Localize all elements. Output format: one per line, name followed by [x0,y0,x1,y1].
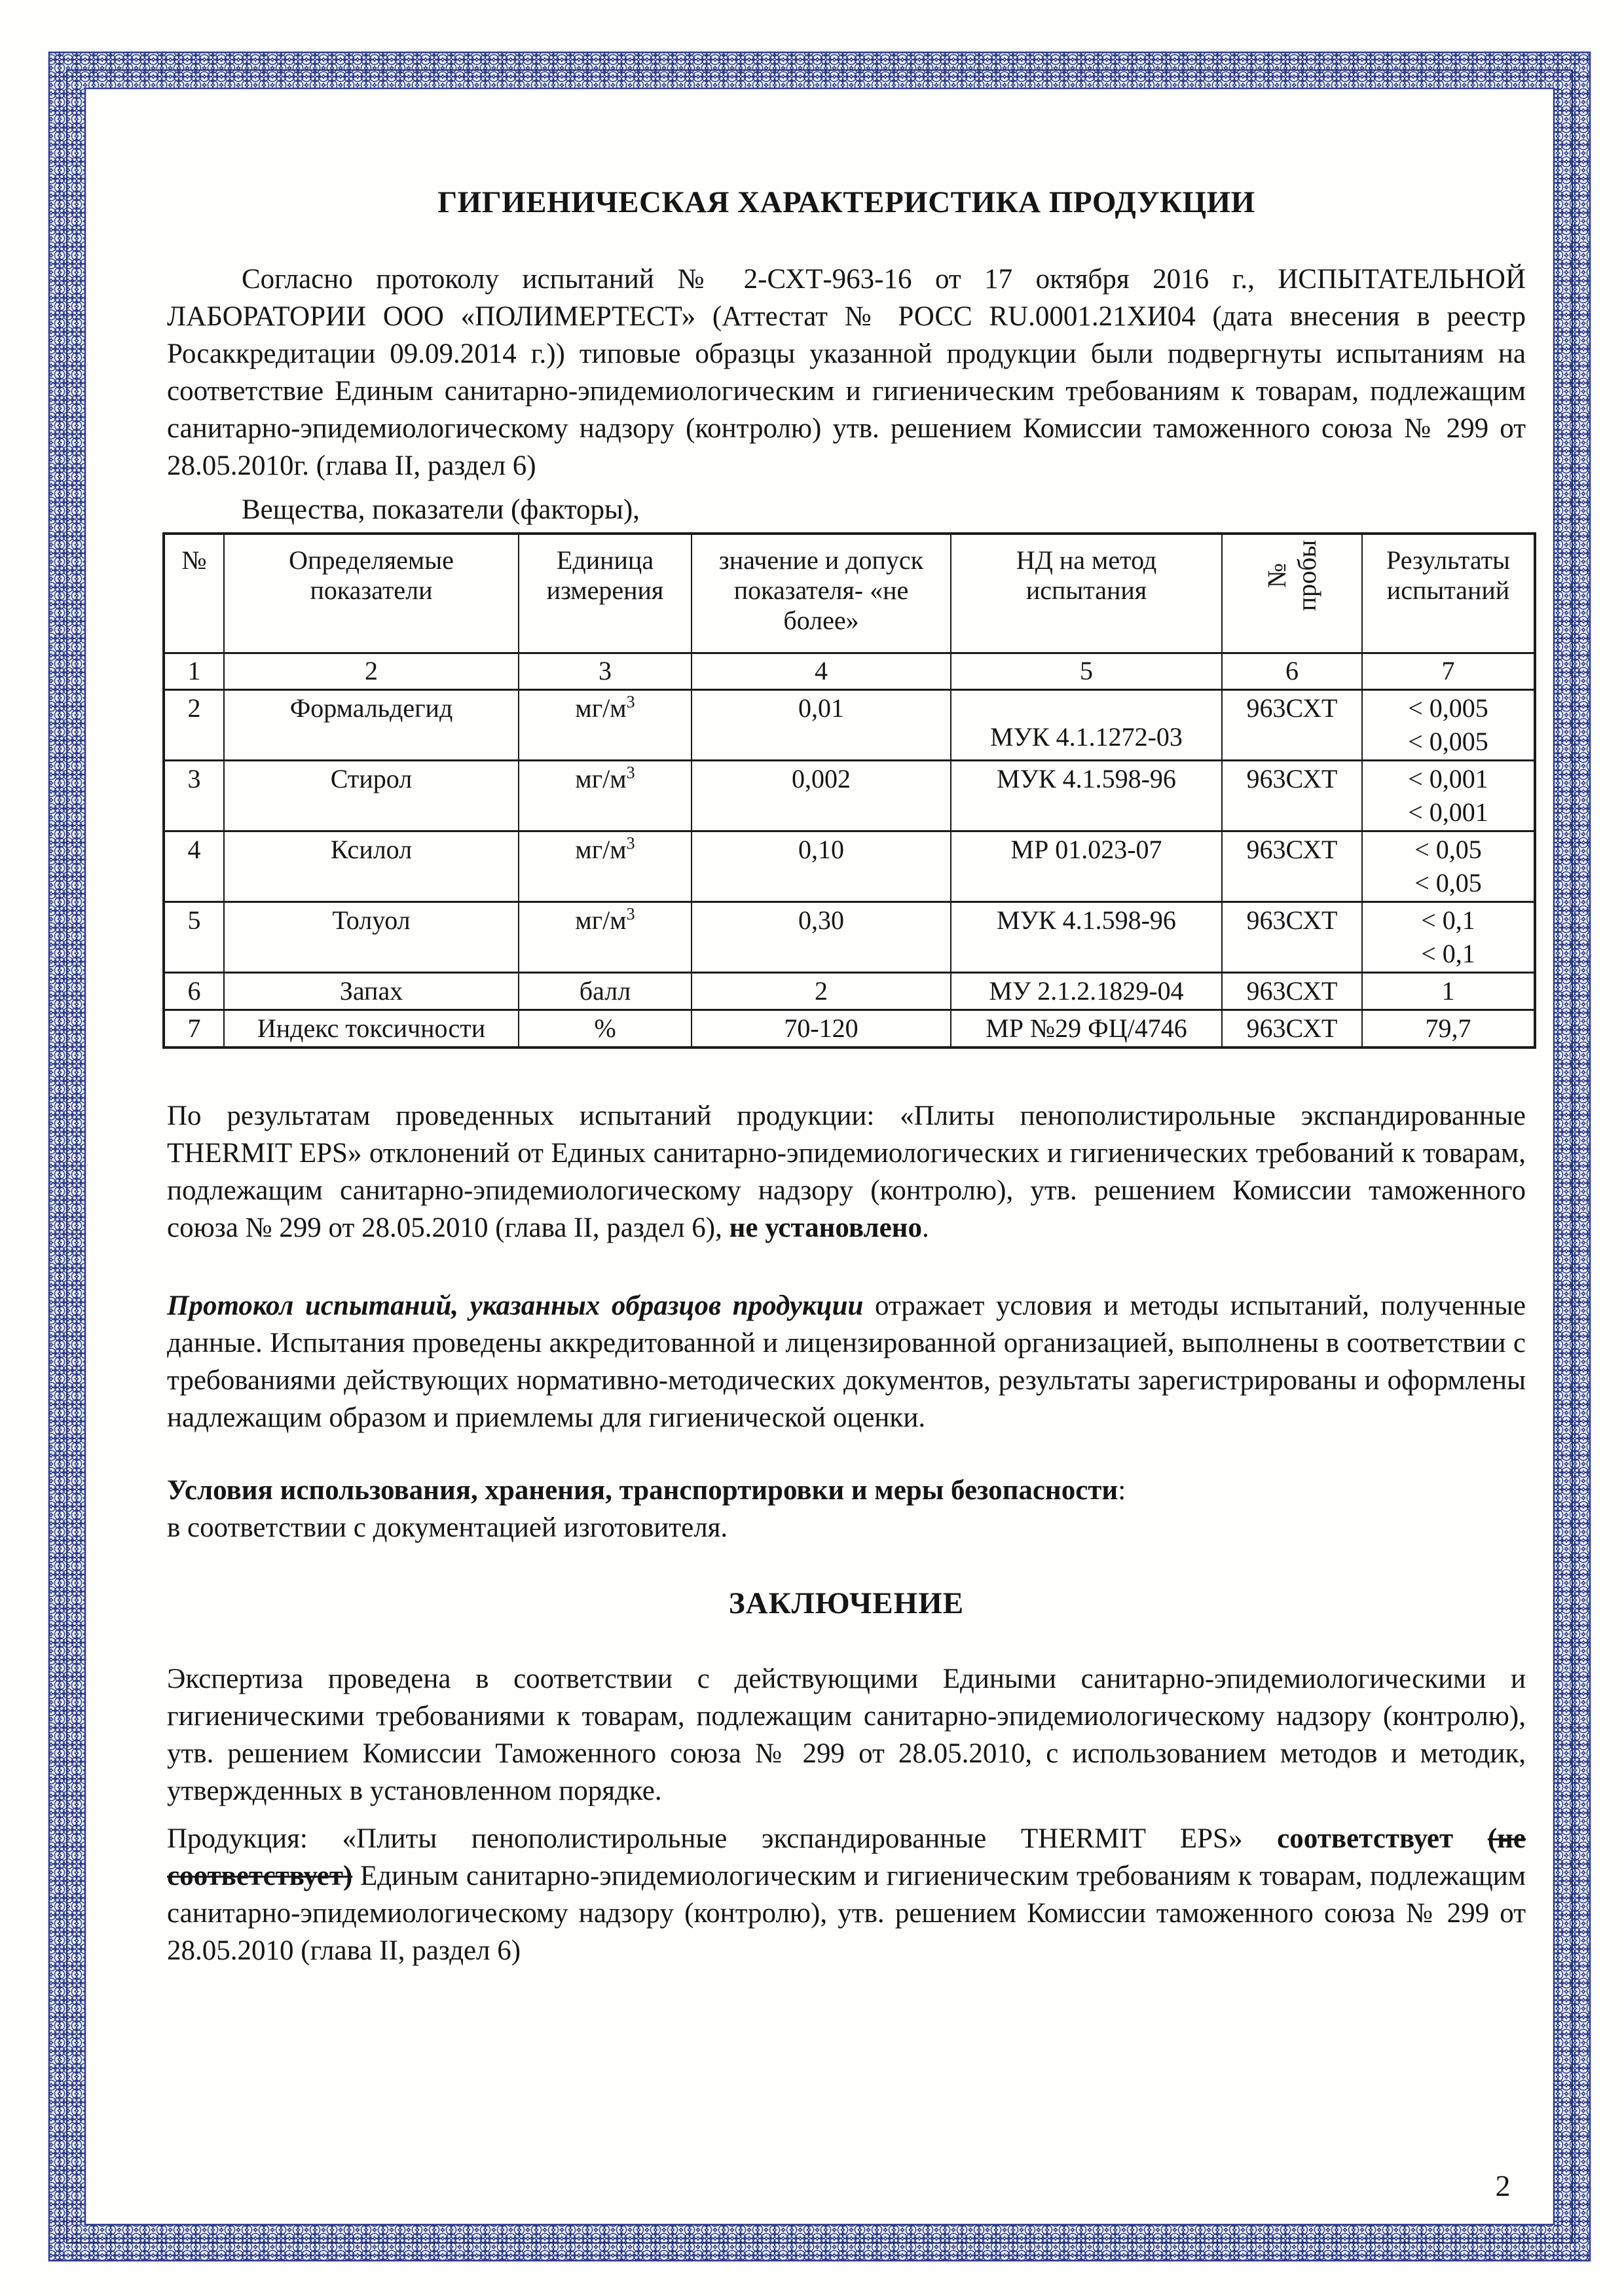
cell-substance: Индекс токсичности [224,1010,519,1048]
cell-sample: 963СХТ [1222,760,1362,831]
page-number: 2 [1495,2169,1511,2202]
cell-sample: 963СХТ [1222,831,1362,902]
rotated-label: № пробы [1262,539,1321,611]
cell-results: < 0,005 < 0,005 [1362,689,1535,760]
table-row-odor [164,972,1535,1010]
cell-unit: балл [519,972,692,1010]
cell-limit-value: 0,002 [692,760,951,831]
col-number: 2 [224,653,519,689]
document-title: ГИГИЕНИЧЕСКАЯ ХАРАКТЕРИСТИКА ПРОДУКЦИИ [437,185,1255,219]
col-number: 3 [519,653,692,689]
cell-row-number: 2 [164,689,224,760]
cell-row-number: 5 [164,902,224,972]
conditions-heading: Условия использования, хранения, транспортировки и меры безопасности: [167,1474,1126,1506]
cell-row-number: 4 [164,831,224,902]
product-paragraph: Продукция: «Плиты пенополистирольные экспандированные THERMIT EPS» соответствует (не соответствует) Единым санитарно-эпидемиологическим и гигиеническим требованиям к товарам, подлежащим санитарно-эпидемиологическому надзору (контролю), утв. решением Комиссии таможенного союза № 299 от 28.05.2010 (глава II, раздел 6) [167,1823,1526,1966]
cell-substance: Запах [224,972,519,1010]
header-unit: Единица измерения [519,534,692,653]
substances-table [162,532,1536,1049]
cell-substance: Стирол [224,760,519,831]
table-row-toluene [164,902,1535,972]
cell-substance: Толуол [224,902,519,972]
table-row-toxicity-index [164,1010,1535,1048]
header-results: Результаты испытаний [1362,534,1535,653]
col-number: 7 [1362,653,1535,689]
cell-unit: $мг/м^3$ [519,902,692,972]
conclusion-heading: ЗАКЛЮЧЕНИЕ [728,1586,965,1620]
cell-limit-value: 70-120 [692,1010,951,1048]
cell-unit: $мг/м^3$ [519,689,692,760]
cell-results: < 0,001 < 0,001 [1362,760,1535,831]
cell-row-number: 6 [164,972,224,1010]
cell-results: 79,7 [1362,1010,1535,1048]
col-number: 4 [692,653,951,689]
cell-results: 1 [1362,972,1535,1010]
cell-unit: % [519,1010,692,1048]
cell-limit-value: 0,01 [692,689,951,760]
cell-row-number: 7 [164,1010,224,1048]
cell-results: < 0,05 < 0,05 [1362,831,1535,902]
cell-row-number: 3 [164,760,224,831]
table-row-xylene [164,831,1535,902]
cell-sample: 963СХТ [1222,902,1362,972]
cell-method: МР №29 ФЦ/4746 [951,1010,1222,1048]
not-established-bold: не установлено [729,1212,922,1243]
document-body [167,164,1526,1969]
cell-substance: Формальдегид [224,689,519,760]
cell-results: < 0,1 < 0,1 [1362,902,1535,972]
cell-unit: $мг/м^3$ [519,831,692,902]
cell-limit-value: 0,10 [692,831,951,902]
cell-sample: 963СХТ [1222,972,1362,1010]
table-header-row [164,534,1535,653]
conditions-text: в соответствии с документацией изготовителя. [167,1512,728,1543]
cell-method: МУК 4.1.598-96 [951,902,1222,972]
column-numbers-row [164,653,1535,689]
cell-limit-value: 2 [692,972,951,1010]
crossed-out-option: (не соответствует) [167,1823,1526,1891]
cell-sample: 963СХТ [1222,1010,1362,1048]
table-row-styrene [164,760,1535,831]
col-number: 5 [951,653,1222,689]
cell-method: МУК 4.1.1272-03 [951,689,1222,760]
protocol-paragraph: Протокол испытаний, указанных образцов продукции отражает условия и методы испытаний, полученные данные. Испытания проведены аккредитованной и лицензированной организацией, выполнены в соответствии с требованиями действующих нормативно-методических документов, результаты зарегистрированы и оформлены надлежащим образом и приемлемы для гигиенической оценки. [167,1290,1526,1433]
corresponds-bold: соответствует [1277,1823,1454,1854]
protocol-lead: Протокол испытаний, указанных образцов продукции [167,1290,864,1321]
header-row-number: № [164,534,224,653]
cell-sample: 963СХТ [1222,689,1362,760]
cell-limit-value: 0,30 [692,902,951,972]
cell-unit: $мг/м^3$ [519,760,692,831]
header-sample-number [1222,534,1362,653]
table-caption: Вещества, показатели (факторы), [242,494,640,525]
table-row-formaldehyde [164,689,1535,760]
cell-method: МУ 2.1.2.1829-04 [951,972,1222,1010]
intro-paragraph: Согласно протоколу испытаний № 2-СХТ-963-16 от 17 октября 2016 г., ИСПЫТАТЕЛЬНОЙ ЛАБОРАТОРИИ ООО «ПОЛИМЕРТЕСТ» (Аттестат № РОСС RU.0001.21ХИ04 (дата внесения в реестр Росаккредитации 09.09.2014 г.)) типовые образцы указанной продукции были подвергнуты испытаниям на соответствие Единым санитарно-эпидемиологическим и гигиеническим требованиям к товарам, подлежащим санитарно-эпидемиологическому надзору (контролю) утв. решением Комиссии таможенного союза № 299 от 28.05.2010г. (глава II, раздел 6) [167,264,1526,481]
cell-substance: Ксилол [224,831,519,902]
header-value-limit: значение и допуск показателя- «не более» [692,534,951,653]
results-paragraph: По результатам проведенных испытаний продукции: «Плиты пенополистирольные экспандированные THERMIT EPS» отклонений от Единых санитарно-эпидемиологических и гигиенических требований к товарам, подлежащим санитарно-эпидемиологическому надзору (контролю), утв. решением Комиссии таможенного союза № 299 от 28.05.2010 (глава II, раздел 6), не установлено. [167,1100,1526,1243]
header-indicators: Определяемые показатели [224,534,519,653]
cell-method: МУК 4.1.598-96 [951,760,1222,831]
col-number: 6 [1222,653,1362,689]
header-method-doc: НД на метод испытания [951,534,1222,653]
col-number: 1 [164,653,224,689]
expertise-paragraph: Экспертиза проведена в соответствии с действующими Едиными санитарно-эпидемиологическими и гигиеническими требованиями к товарам, подлежащим санитарно-эпидемиологическому надзору (контролю), утв. решением Комиссии Таможенного союза № 299 от 28.05.2010, с использованием методов и методик, утвержденных в установленном порядке. [167,1663,1526,1806]
cell-method: МР 01.023-07 [951,831,1222,902]
